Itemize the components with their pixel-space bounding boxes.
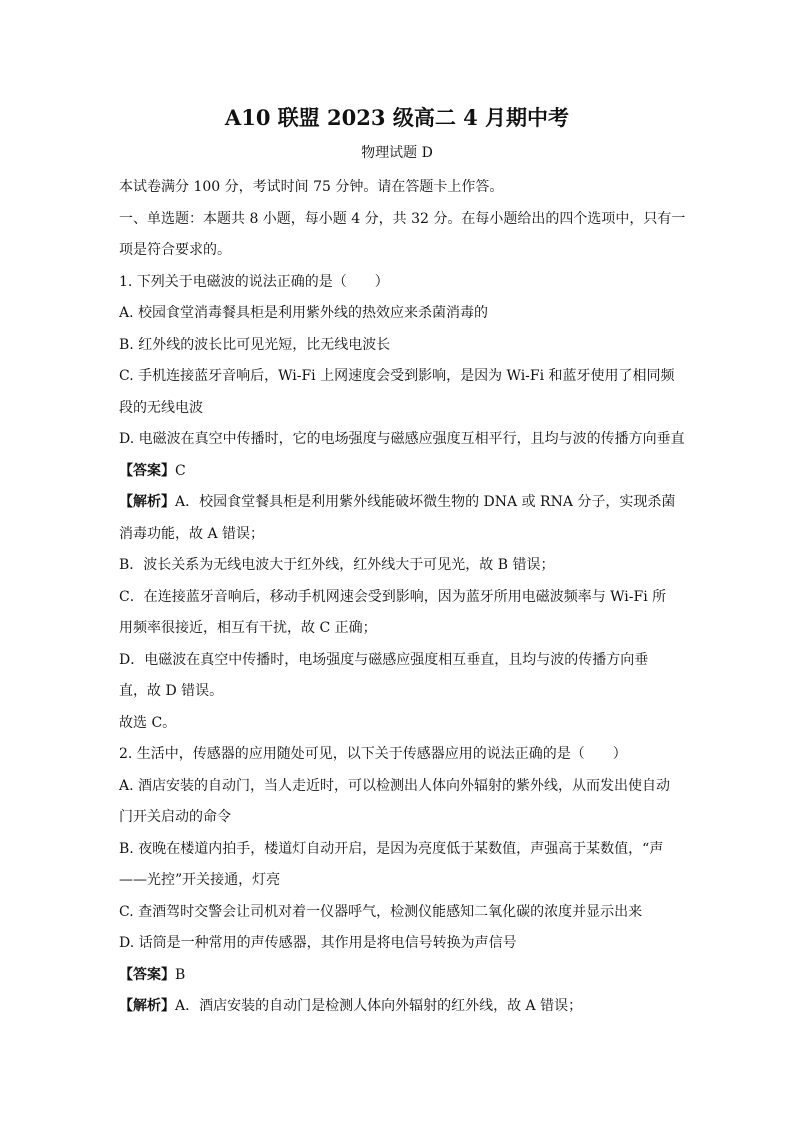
question-2-option-c: C. 查酒驾时交警会让司机对着一仪器呼气，检测仪能感知二氧化碳的浓度并显示出来 [119,903,643,920]
question-1-analysis-a-line-2: 消毒功能，故 A 错误； [119,525,265,542]
question-1-stem: 1. 下列关于电磁波的说法正确的是（ ） [119,273,389,290]
section-heading-line-1: 一、单选题：本题共 8 小题，每小题 4 分，共 32 分。在每小题给出的四个选项中，只有一 [119,210,686,227]
page-title: A10 联盟 2023 级高二 4 月期中考 [224,105,570,130]
question-2-analysis-a [119,991,679,1023]
question-2-answer [119,960,679,992]
question-1-conclusion: 故选 C。 [119,714,177,731]
question-1-analysis-c-line-1: C．在连接蓝牙音响后，移动手机网速会受到影响，因为蓝牙所用电磁波频率与 Wi-Fi 所 [119,588,667,605]
question-1-analysis-d-line-2: 直，故 D 错误。 [119,683,224,699]
analysis-label: 【解析】 [119,998,175,1014]
question-1-option-c-line-1: C. 手机连接蓝牙音响后，Wi-Fi 上网速度会受到影响，是因为 Wi-Fi 和蓝牙使用了相同频 [119,368,675,384]
page-subtitle: 物理试题 D [361,145,433,161]
analysis-text: A．校园食堂餐具柜是利用紫外线能破坏微生物的 DNA 或 RNA 分子，实现杀菌 [175,494,676,510]
answer-value: C [175,462,186,479]
question-2-stem: 2. 生活中，传感器的应用随处可见，以下关于传感器应用的说法正确的是（ ） [119,746,627,762]
question-1-analysis-a-line-1 [119,487,679,519]
question-1-analysis-b: B．波长关系为无线电波大于红外线，红外线大于可见光，故 B 错误； [119,557,555,573]
question-2-option-a-line-1: A. 酒店安装的自动门，当人走近时，可以检测出人体向外辐射的紫外线，从而发出使自动 [119,777,671,794]
question-2-option-b-line-2: ——光控”开关接通，灯亮 [119,872,281,888]
analysis-label: 【解析】 [119,494,175,510]
question-1-option-d: D. 电磁波在真空中传播时，它的电场强度与磁感应强度互相平行，且均与波的传播方向垂直 [119,431,685,447]
answer-label: 【答案】 [119,966,175,983]
answer-label: 【答案】 [119,462,175,479]
question-1-analysis-d-line-1: D．电磁波在真空中传播时，电场强度与磁感应强度相互垂直，且均与波的传播方向垂 [119,651,649,668]
question-1-analysis-c-line-2: 用频率很接近，相互有干扰，故 C 正确； [119,620,377,636]
analysis-text: A．酒店安装的自动门是检测人体向外辐射的红外线，故 A 错误； [175,998,583,1014]
exam-intro: 本试卷满分 100 分，考试时间 75 分钟。请在答题卡上作答。 [119,179,504,195]
question-2-option-d: D. 话筒是一种常用的声传感器，其作用是将电信号转换为声信号 [119,935,517,951]
answer-value: B [175,966,186,983]
document-body [119,172,686,1023]
question-2-option-b-line-1: B. 夜晚在楼道内拍手，楼道灯自动开启，是因为亮度低于某数值，声强高于某数值，“声 [119,840,664,857]
question-1-option-b: B. 红外线的波长比可见光短，比无线电波长 [119,336,391,353]
section-heading-line-2: 项是符合要求的。 [119,242,231,258]
question-1-option-a: A. 校园食堂消毒餐具柜是利用紫外线的热效应来杀菌消毒的 [119,305,489,321]
question-1-answer [119,456,679,488]
question-2-option-a-line-2: 门开关启动的命令 [119,809,231,825]
question-1-option-c-line-2: 段的无线电波 [119,399,203,416]
